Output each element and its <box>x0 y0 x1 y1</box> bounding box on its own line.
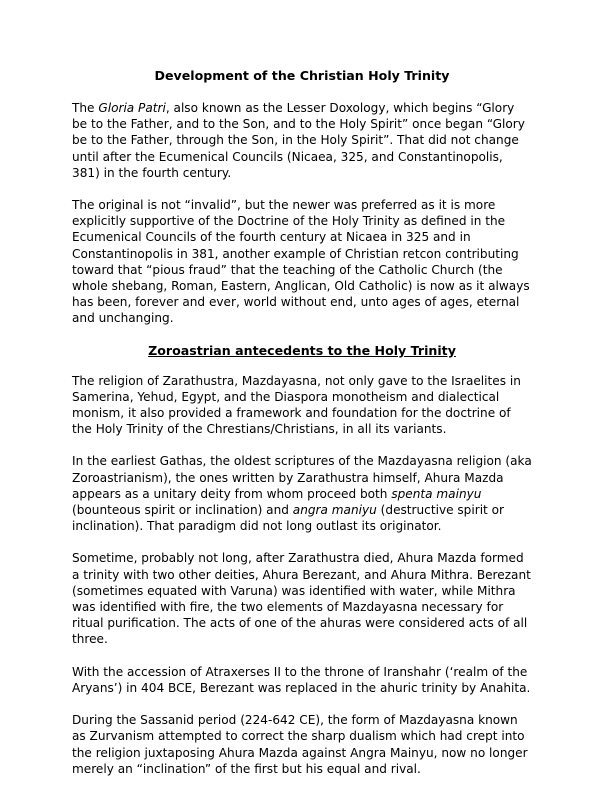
italic-term: spenta mainyu <box>391 486 482 501</box>
paragraph-zarathustra: The religion of Zarathustra, Mazdayasna, not only gave to the Israelites in Samerina, Yehud, Egypt, and the Diaspora monotheism and dialectical monism, it also provided a framework and foundation for the doctrine of the Holy Trinity of the Chrestians/Christians, in all its variants. <box>72 373 521 437</box>
document-body <box>72 68 532 793</box>
italic-term: angra maniyu <box>292 503 377 518</box>
paragraph-original: The original is not “invalid”, but the newer was preferred as it is more explicitly supportive of the Doctrine of the Holy Trinity as defined in the Ecumenical Councils of the fourth century at Nicaea in 325 and in Constantinopolis in 381, another example of Christian retcon contributing toward that “pious fraud” that the teaching of the Catholic Church (the whole shebang, Roman, Eastern, Anglican, Old Catholic) is now as it always has been, forever and ever, world without end, unto ages of ages, eternal and unchanging. <box>72 198 530 326</box>
document-title: Development of the Christian Holy Trinity <box>154 68 450 83</box>
paragraph-gathas: In the earliest Gathas, the oldest scriptures of the Mazdayasna religion (aka Zoroastrianism), the ones written by Zarathustra himself, Ahura Mazda appears as a unitary deity from whom proceed both spenta mainyu (bounteous spirit or inclination) and angra maniyu (destructive spirit or inclination). That paradigm did not long outlast its originator. <box>72 454 532 534</box>
paragraph-trinity: Sometime, probably not long, after Zarathustra died, Ahura Mazda formed a trinity with two other deities, Ahura Berezant, and Ahura Mithra. Berezant (sometimes equated with Varuna) was identified with water, while Mithra was identified with fire, the two elements of Mazdayasna necessary for ritual purification. The acts of one of the ahuras were considered acts of all three. <box>72 551 531 647</box>
italic-term: Gloria Patri <box>98 101 166 115</box>
paragraph-atraxerses: With the accession of Atraxerses II to the throne of Iranshahr (‘realm of the Aryans’) in 404 BCE, Berezant was replaced in the ahuric trinity by Anahita. <box>72 664 531 695</box>
section-heading: Zoroastrian antecedents to the Holy Trinity <box>148 342 456 358</box>
paragraph-sassanid: During the Sassanid period (224-642 CE), the form of Mazdayasna known as Zurvanism attempted to correct the sharp dualism which had crept into the religion juxtaposing Ahura Mazda against Angra Mainyu, now no longer merely an “inclination” of the first but his equal and rival. <box>72 713 528 776</box>
paragraph-gloria-patri: The Gloria Patri, also known as the Lesser Doxology, which begins “Glory be to the Father, and to the Son, and to the Holy Spirit” once began “Glory be to the Father, through the Son, in the Holy Spirit”. That did not change until after the Ecumenical Councils (Nicaea, 325, and Constantinopolis, 381) in the fourth century. <box>72 101 525 180</box>
